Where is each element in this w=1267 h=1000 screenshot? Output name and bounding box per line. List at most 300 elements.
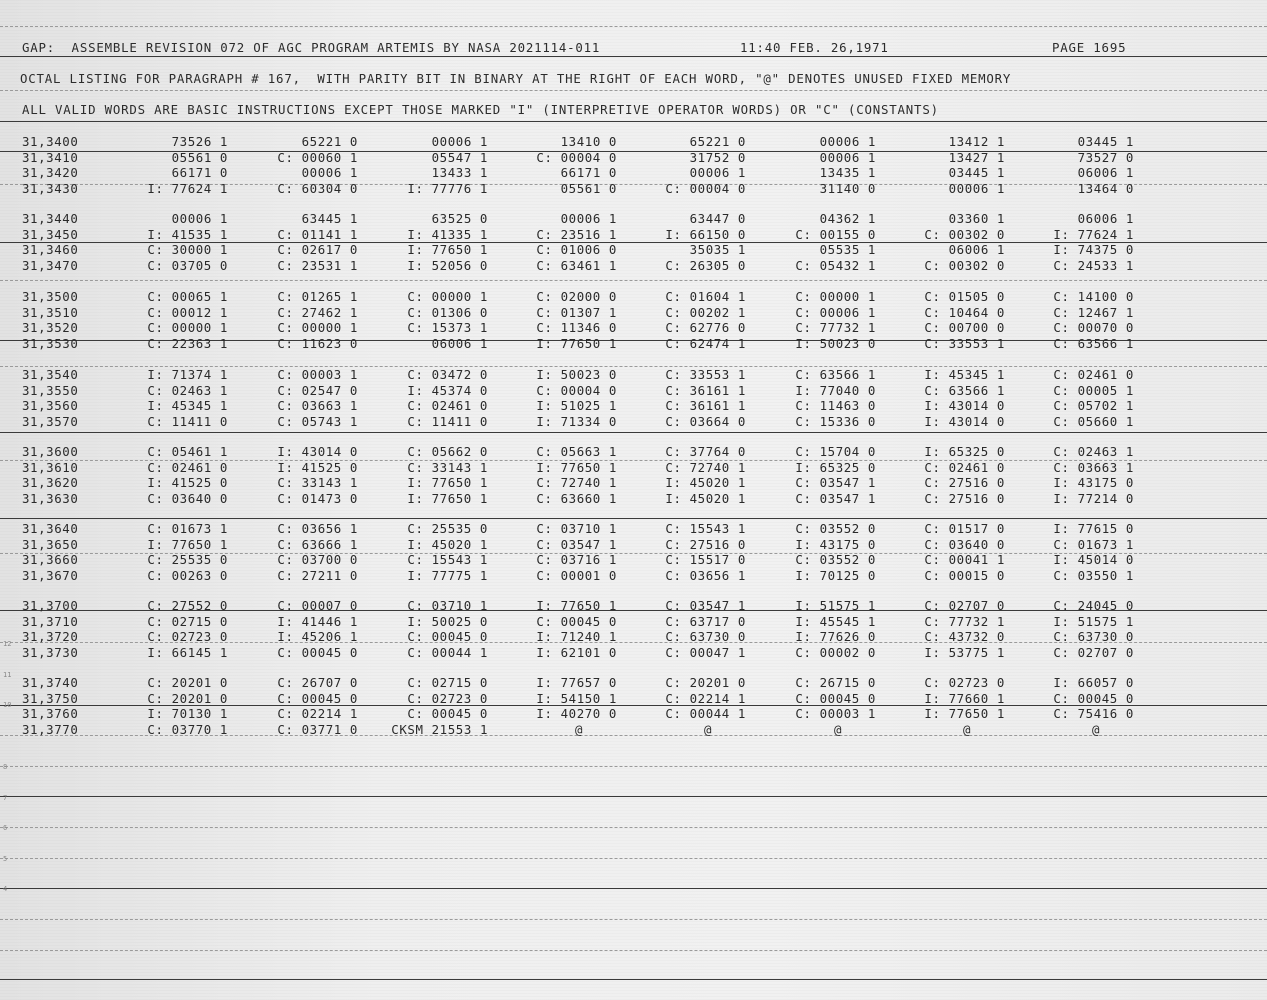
octal-word: C: 00700 0 bbox=[924, 320, 1005, 335]
octal-word: C: 27516 0 bbox=[924, 475, 1005, 490]
octal-word: I: 45020 1 bbox=[665, 491, 746, 506]
octal-word: C: 20201 0 bbox=[147, 675, 228, 690]
octal-word: 13410 0 bbox=[560, 134, 617, 149]
octal-word: I: 45020 1 bbox=[665, 475, 746, 490]
unused-word-marker: @ bbox=[963, 722, 972, 737]
octal-word: C: 24045 0 bbox=[1053, 598, 1134, 613]
octal-word: 31140 0 bbox=[819, 181, 876, 196]
listing-row bbox=[0, 305, 1267, 319]
octal-word: C: 27462 1 bbox=[277, 305, 358, 320]
octal-word: C: 72740 1 bbox=[536, 475, 617, 490]
header-title: GAP: ASSEMBLE REVISION 072 OF AGC PROGRAM ARTEMIS BY NASA 2021114-011 bbox=[22, 40, 601, 55]
row-address: 31,3440 bbox=[22, 211, 79, 226]
octal-word: 05547 1 bbox=[431, 150, 488, 165]
row-address: 31,3700 bbox=[22, 598, 79, 613]
rule bbox=[0, 518, 1267, 519]
octal-word: C: 01265 1 bbox=[277, 289, 358, 304]
octal-word: C: 15543 1 bbox=[665, 521, 746, 536]
octal-word: C: 30000 1 bbox=[147, 242, 228, 257]
octal-word: C: 03771 0 bbox=[277, 722, 358, 737]
row-address: 31,3420 bbox=[22, 165, 79, 180]
octal-word: C: 03716 1 bbox=[536, 552, 617, 567]
octal-word: 00006 1 bbox=[689, 165, 746, 180]
octal-word: I: 45020 1 bbox=[407, 537, 488, 552]
octal-word: C: 00302 0 bbox=[924, 258, 1005, 273]
octal-word: C: 11411 0 bbox=[407, 414, 488, 429]
octal-word: C: 00000 1 bbox=[407, 289, 488, 304]
row-address: 31,3460 bbox=[22, 242, 79, 257]
octal-word: 05561 0 bbox=[560, 181, 617, 196]
octal-word: C: 25535 0 bbox=[407, 521, 488, 536]
octal-word: C: 02214 1 bbox=[277, 706, 358, 721]
row-address: 31,3640 bbox=[22, 521, 79, 536]
listing-row bbox=[0, 383, 1267, 397]
rule bbox=[0, 979, 1267, 980]
octal-word: 63447 0 bbox=[689, 211, 746, 226]
octal-word: C: 00065 1 bbox=[147, 289, 228, 304]
row-address: 31,3660 bbox=[22, 552, 79, 567]
octal-word: C: 15517 0 bbox=[665, 552, 746, 567]
octal-word: C: 00047 1 bbox=[665, 645, 746, 660]
octal-word: C: 02723 0 bbox=[147, 629, 228, 644]
octal-word: 63525 0 bbox=[431, 211, 488, 226]
octal-word: C: 37764 0 bbox=[665, 444, 746, 459]
octal-word: C: 00004 0 bbox=[665, 181, 746, 196]
octal-word: I: 45545 1 bbox=[795, 614, 876, 629]
octal-word: C: 03700 0 bbox=[277, 552, 358, 567]
octal-word: C: 00045 0 bbox=[795, 691, 876, 706]
margin-mark: 4 bbox=[3, 885, 8, 893]
octal-word: C: 11411 0 bbox=[147, 414, 228, 429]
octal-word: C: 27211 0 bbox=[277, 568, 358, 583]
octal-word: I: 43175 0 bbox=[795, 537, 876, 552]
octal-word: C: 15373 1 bbox=[407, 320, 488, 335]
octal-word: C: 27516 0 bbox=[924, 491, 1005, 506]
octal-word: I: 71240 1 bbox=[536, 629, 617, 644]
row-address: 31,3630 bbox=[22, 491, 79, 506]
octal-word: C: 11463 0 bbox=[795, 398, 876, 413]
listing-row bbox=[0, 398, 1267, 412]
margin-mark: 7 bbox=[3, 794, 8, 802]
rule bbox=[0, 796, 1267, 797]
octal-word: I: 41335 1 bbox=[407, 227, 488, 242]
octal-word: I: 77650 1 bbox=[407, 242, 488, 257]
octal-word: C: 36161 1 bbox=[665, 383, 746, 398]
octal-word: C: 63566 1 bbox=[795, 367, 876, 382]
octal-word: I: 45206 1 bbox=[277, 629, 358, 644]
row-address: 31,3710 bbox=[22, 614, 79, 629]
octal-word: C: 01673 1 bbox=[147, 521, 228, 536]
octal-word: 03445 1 bbox=[1077, 134, 1134, 149]
octal-word: C: 33553 1 bbox=[665, 367, 746, 382]
octal-word: C: 63666 1 bbox=[277, 537, 358, 552]
octal-word: C: 00155 0 bbox=[795, 227, 876, 242]
octal-word: I: 71334 0 bbox=[536, 414, 617, 429]
octal-word: C: 02461 0 bbox=[924, 460, 1005, 475]
unused-word-marker: @ bbox=[834, 722, 843, 737]
octal-word: C: 00007 0 bbox=[277, 598, 358, 613]
octal-word: I: 77775 1 bbox=[407, 568, 488, 583]
octal-word: 73527 0 bbox=[1077, 150, 1134, 165]
octal-word: C: 11346 0 bbox=[536, 320, 617, 335]
octal-word: C: 27552 0 bbox=[147, 598, 228, 613]
row-address: 31,3610 bbox=[22, 460, 79, 475]
listing-row bbox=[0, 691, 1267, 705]
octal-word: 00006 1 bbox=[819, 150, 876, 165]
octal-word: 66171 0 bbox=[560, 165, 617, 180]
octal-word: C: 63730 0 bbox=[1053, 629, 1134, 644]
rule bbox=[0, 827, 1267, 828]
octal-word: C: 02723 0 bbox=[924, 675, 1005, 690]
row-address: 31,3570 bbox=[22, 414, 79, 429]
octal-word: C: 00003 1 bbox=[795, 706, 876, 721]
listing-row bbox=[0, 134, 1267, 148]
octal-word: C: 25535 0 bbox=[147, 552, 228, 567]
octal-word: C: 02707 0 bbox=[1053, 645, 1134, 660]
octal-word: C: 26715 0 bbox=[795, 675, 876, 690]
octal-word: C: 05660 1 bbox=[1053, 414, 1134, 429]
rule bbox=[0, 432, 1267, 433]
octal-word: C: 14100 0 bbox=[1053, 289, 1134, 304]
octal-word: 13464 0 bbox=[1077, 181, 1134, 196]
octal-word: C: 00002 0 bbox=[795, 645, 876, 660]
octal-word: C: 77732 1 bbox=[924, 614, 1005, 629]
rule bbox=[0, 26, 1267, 27]
octal-word: C: 27516 0 bbox=[665, 537, 746, 552]
octal-word: I: 77650 1 bbox=[536, 460, 617, 475]
octal-word: C: 63730 0 bbox=[665, 629, 746, 644]
octal-word: C: 03705 0 bbox=[147, 258, 228, 273]
octal-word: I: 71374 1 bbox=[147, 367, 228, 382]
octal-word: C: 26305 0 bbox=[665, 258, 746, 273]
octal-word: C: 03663 1 bbox=[1053, 460, 1134, 475]
octal-word: I: 77650 1 bbox=[536, 336, 617, 351]
octal-word: I: 50023 0 bbox=[536, 367, 617, 382]
octal-word: 05535 1 bbox=[819, 242, 876, 257]
octal-word: I: 50025 0 bbox=[407, 614, 488, 629]
octal-word: C: 00004 0 bbox=[536, 383, 617, 398]
octal-word: C: 02463 1 bbox=[1053, 444, 1134, 459]
octal-word: C: 33553 1 bbox=[924, 336, 1005, 351]
row-address: 31,3530 bbox=[22, 336, 79, 351]
octal-word: C: 00006 1 bbox=[795, 305, 876, 320]
octal-word: C: 00045 0 bbox=[407, 629, 488, 644]
octal-word: C: 03656 1 bbox=[665, 568, 746, 583]
octal-word: C: 24533 1 bbox=[1053, 258, 1134, 273]
octal-word: C: 03547 1 bbox=[795, 491, 876, 506]
octal-word: I: 45345 1 bbox=[147, 398, 228, 413]
octal-word: C: 10464 0 bbox=[924, 305, 1005, 320]
listing-row bbox=[0, 367, 1267, 381]
listing-row bbox=[0, 181, 1267, 195]
octal-word: C: 00003 1 bbox=[277, 367, 358, 382]
octal-word: C: 12467 1 bbox=[1053, 305, 1134, 320]
octal-word: I: 41525 0 bbox=[147, 475, 228, 490]
octal-word: C: 02461 0 bbox=[147, 460, 228, 475]
octal-word: I: 77660 1 bbox=[924, 691, 1005, 706]
octal-word: C: 00045 0 bbox=[407, 706, 488, 721]
octal-word: C: 01505 0 bbox=[924, 289, 1005, 304]
row-address: 31,3560 bbox=[22, 398, 79, 413]
octal-word: C: 02000 0 bbox=[536, 289, 617, 304]
octal-word: C: 01307 1 bbox=[536, 305, 617, 320]
octal-word: C: 02461 0 bbox=[1053, 367, 1134, 382]
rule bbox=[0, 919, 1267, 920]
rule bbox=[0, 56, 1267, 57]
octal-word: C: 03552 0 bbox=[795, 552, 876, 567]
octal-word: C: 15336 0 bbox=[795, 414, 876, 429]
octal-word: I: 77650 1 bbox=[407, 475, 488, 490]
listing-row bbox=[0, 258, 1267, 272]
octal-word: C: 05662 0 bbox=[407, 444, 488, 459]
listing-row bbox=[0, 537, 1267, 551]
octal-word: I: 77214 0 bbox=[1053, 491, 1134, 506]
row-address: 31,3670 bbox=[22, 568, 79, 583]
margin-mark: 10 bbox=[3, 701, 12, 709]
octal-word: C: 77732 1 bbox=[795, 320, 876, 335]
octal-word: C: 33143 1 bbox=[407, 460, 488, 475]
octal-word: C: 00005 1 bbox=[1053, 383, 1134, 398]
octal-word: C: 05663 1 bbox=[536, 444, 617, 459]
margin-mark: 11 bbox=[3, 671, 12, 679]
octal-word: C: 00012 1 bbox=[147, 305, 228, 320]
listing-row bbox=[0, 552, 1267, 566]
octal-word: C: 23531 1 bbox=[277, 258, 358, 273]
octal-word: I: 62101 0 bbox=[536, 645, 617, 660]
octal-word: C: 43732 0 bbox=[924, 629, 1005, 644]
listing-row bbox=[0, 598, 1267, 612]
octal-word: C: 02463 1 bbox=[147, 383, 228, 398]
listing-row bbox=[0, 336, 1267, 350]
octal-word: 06006 1 bbox=[948, 242, 1005, 257]
rule bbox=[0, 766, 1267, 767]
octal-word: I: 74375 0 bbox=[1053, 242, 1134, 257]
octal-word: C: 62474 1 bbox=[665, 336, 746, 351]
listing-row bbox=[0, 706, 1267, 720]
octal-word: C: 33143 1 bbox=[277, 475, 358, 490]
octal-word: 00006 1 bbox=[819, 134, 876, 149]
octal-word: C: 63660 1 bbox=[536, 491, 617, 506]
octal-word: C: 01673 1 bbox=[1053, 537, 1134, 552]
octal-word: 13427 1 bbox=[948, 150, 1005, 165]
row-address: 31,3730 bbox=[22, 645, 79, 660]
row-address: 31,3760 bbox=[22, 706, 79, 721]
octal-word: 63445 1 bbox=[301, 211, 358, 226]
listing-row bbox=[0, 227, 1267, 241]
octal-word: I: 77624 1 bbox=[147, 181, 228, 196]
octal-word: I: 77626 0 bbox=[795, 629, 876, 644]
octal-word: 31752 0 bbox=[689, 150, 746, 165]
octal-word: C: 03710 1 bbox=[407, 598, 488, 613]
row-address: 31,3500 bbox=[22, 289, 79, 304]
octal-word: I: 66057 0 bbox=[1053, 675, 1134, 690]
octal-word: C: 02547 0 bbox=[277, 383, 358, 398]
octal-word: C: 02715 0 bbox=[407, 675, 488, 690]
octal-word: C: 00015 0 bbox=[924, 568, 1005, 583]
listing-row bbox=[0, 675, 1267, 689]
margin-mark: 5 bbox=[3, 855, 8, 863]
octal-word: C: 63566 1 bbox=[1053, 336, 1134, 351]
octal-word: C: 02707 0 bbox=[924, 598, 1005, 613]
octal-word: C: 03547 1 bbox=[795, 475, 876, 490]
octal-word: I: 53775 1 bbox=[924, 645, 1005, 660]
octal-word: I: 43014 0 bbox=[924, 414, 1005, 429]
octal-word: 03360 1 bbox=[948, 211, 1005, 226]
row-address: 31,3770 bbox=[22, 722, 79, 737]
octal-word: C: 03472 0 bbox=[407, 367, 488, 382]
octal-word: C: 00000 1 bbox=[795, 289, 876, 304]
listing-row bbox=[0, 320, 1267, 334]
octal-word: 35035 1 bbox=[689, 242, 746, 257]
octal-word: C: 00302 0 bbox=[924, 227, 1005, 242]
listing-row bbox=[0, 568, 1267, 582]
octal-word: I: 70125 0 bbox=[795, 568, 876, 583]
listing-row bbox=[0, 475, 1267, 489]
row-address: 31,3540 bbox=[22, 367, 79, 382]
octal-word: C: 03656 1 bbox=[277, 521, 358, 536]
octal-word: 00006 1 bbox=[431, 134, 488, 149]
octal-word: C: 03770 1 bbox=[147, 722, 228, 737]
octal-word: C: 01517 0 bbox=[924, 521, 1005, 536]
octal-word: C: 03640 0 bbox=[147, 491, 228, 506]
octal-word: C: 15543 1 bbox=[407, 552, 488, 567]
unused-word-marker: @ bbox=[1092, 722, 1101, 737]
octal-word: I: 43175 0 bbox=[1053, 475, 1134, 490]
margin-mark: 12 bbox=[3, 640, 12, 648]
octal-word: I: 66145 1 bbox=[147, 645, 228, 660]
octal-word: C: 05743 1 bbox=[277, 414, 358, 429]
octal-word: I: 52056 0 bbox=[407, 258, 488, 273]
row-address: 31,3600 bbox=[22, 444, 79, 459]
octal-word: 73526 1 bbox=[171, 134, 228, 149]
octal-word: C: 00202 1 bbox=[665, 305, 746, 320]
listing-row bbox=[0, 629, 1267, 643]
octal-word: I: 41525 0 bbox=[277, 460, 358, 475]
octal-word: C: 03710 1 bbox=[536, 521, 617, 536]
octal-word: 13412 1 bbox=[948, 134, 1005, 149]
octal-word: C: 02723 0 bbox=[407, 691, 488, 706]
listing-row bbox=[0, 645, 1267, 659]
octal-word: C: 03547 1 bbox=[665, 598, 746, 613]
octal-word: 13433 1 bbox=[431, 165, 488, 180]
listing-row bbox=[0, 614, 1267, 628]
rule bbox=[0, 950, 1267, 951]
octal-word: C: 20201 0 bbox=[665, 675, 746, 690]
listing-row bbox=[0, 150, 1267, 164]
octal-word: C: 72740 1 bbox=[665, 460, 746, 475]
listing-row bbox=[0, 414, 1267, 428]
listing-row bbox=[0, 165, 1267, 179]
rule bbox=[0, 858, 1267, 859]
octal-word: 00006 1 bbox=[301, 165, 358, 180]
row-address: 31,3470 bbox=[22, 258, 79, 273]
octal-word: I: 70130 1 bbox=[147, 706, 228, 721]
octal-word: C: 00001 0 bbox=[536, 568, 617, 583]
octal-word: C: 03664 0 bbox=[665, 414, 746, 429]
unused-word-marker: @ bbox=[704, 722, 713, 737]
octal-word: C: 02715 0 bbox=[147, 614, 228, 629]
octal-word: C: 00044 1 bbox=[665, 706, 746, 721]
octal-word: I: 77650 1 bbox=[407, 491, 488, 506]
octal-word: I: 51575 1 bbox=[795, 598, 876, 613]
row-address: 31,3750 bbox=[22, 691, 79, 706]
octal-word: 06006 1 bbox=[1077, 211, 1134, 226]
octal-word: 65221 0 bbox=[689, 134, 746, 149]
octal-word: C: 00045 0 bbox=[536, 614, 617, 629]
octal-word: C: 63566 1 bbox=[924, 383, 1005, 398]
row-address: 31,3400 bbox=[22, 134, 79, 149]
octal-word: I: 51575 1 bbox=[1053, 614, 1134, 629]
octal-word: C: 36161 1 bbox=[665, 398, 746, 413]
octal-word: C: 20201 0 bbox=[147, 691, 228, 706]
octal-word: I: 77650 1 bbox=[536, 598, 617, 613]
listing-row bbox=[0, 491, 1267, 505]
rule bbox=[0, 280, 1267, 281]
octal-word: C: 01604 1 bbox=[665, 289, 746, 304]
octal-word: 66171 0 bbox=[171, 165, 228, 180]
octal-word: C: 03640 0 bbox=[924, 537, 1005, 552]
octal-word: 65221 0 bbox=[301, 134, 358, 149]
octal-word: I: 45014 0 bbox=[1053, 552, 1134, 567]
octal-word: C: 00041 1 bbox=[924, 552, 1005, 567]
header-datetime: 11:40 FEB. 26,1971 bbox=[740, 40, 889, 55]
octal-word: 00006 1 bbox=[560, 211, 617, 226]
octal-word: C: 00045 0 bbox=[277, 691, 358, 706]
octal-word: C: 03550 1 bbox=[1053, 568, 1134, 583]
octal-word: C: 00263 0 bbox=[147, 568, 228, 583]
listing-row bbox=[0, 521, 1267, 535]
octal-word: 05561 0 bbox=[171, 150, 228, 165]
octal-word: CKSM 21553 1 bbox=[391, 722, 488, 737]
header-line2: OCTAL LISTING FOR PARAGRAPH # 167, WITH PARITY BIT IN BINARY AT THE RIGHT OF EACH WORD, "@" DENOTES UNUSED FIXED MEMORY bbox=[20, 71, 1012, 86]
octal-word: C: 02617 0 bbox=[277, 242, 358, 257]
octal-word: C: 02214 1 bbox=[665, 691, 746, 706]
octal-word: I: 65325 0 bbox=[924, 444, 1005, 459]
octal-word: C: 02461 0 bbox=[407, 398, 488, 413]
octal-word: C: 63717 0 bbox=[665, 614, 746, 629]
octal-word: I: 45345 1 bbox=[924, 367, 1005, 382]
row-address: 31,3550 bbox=[22, 383, 79, 398]
octal-word: C: 11623 0 bbox=[277, 336, 358, 351]
header-line3: ALL VALID WORDS ARE BASIC INSTRUCTIONS EXCEPT THOSE MARKED "I" (INTERPRETIVE OPERATOR WORDS) OR "C" (CONSTANTS) bbox=[22, 102, 939, 117]
octal-word: 04362 1 bbox=[819, 211, 876, 226]
octal-word: I: 77650 1 bbox=[924, 706, 1005, 721]
listing-row bbox=[0, 722, 1267, 736]
row-address: 31,3430 bbox=[22, 181, 79, 196]
row-address: 31,3620 bbox=[22, 475, 79, 490]
octal-word: I: 77657 0 bbox=[536, 675, 617, 690]
octal-word: C: 00004 0 bbox=[536, 150, 617, 165]
octal-word: C: 05432 1 bbox=[795, 258, 876, 273]
octal-word: C: 23516 1 bbox=[536, 227, 617, 242]
octal-word: C: 03547 1 bbox=[536, 537, 617, 552]
octal-word: I: 77624 1 bbox=[1053, 227, 1134, 242]
row-address: 31,3720 bbox=[22, 629, 79, 644]
octal-word: I: 43014 0 bbox=[924, 398, 1005, 413]
octal-word: I: 41446 1 bbox=[277, 614, 358, 629]
octal-word: I: 54150 1 bbox=[536, 691, 617, 706]
listing-row bbox=[0, 460, 1267, 474]
octal-word: C: 03552 0 bbox=[795, 521, 876, 536]
octal-word: I: 66150 0 bbox=[665, 227, 746, 242]
octal-word: C: 05461 1 bbox=[147, 444, 228, 459]
octal-word: C: 00000 1 bbox=[147, 320, 228, 335]
octal-word: C: 00045 0 bbox=[1053, 691, 1134, 706]
octal-word: C: 60304 0 bbox=[277, 181, 358, 196]
octal-word: I: 77650 1 bbox=[147, 537, 228, 552]
row-address: 31,3450 bbox=[22, 227, 79, 242]
unused-word-marker: @ bbox=[575, 722, 584, 737]
